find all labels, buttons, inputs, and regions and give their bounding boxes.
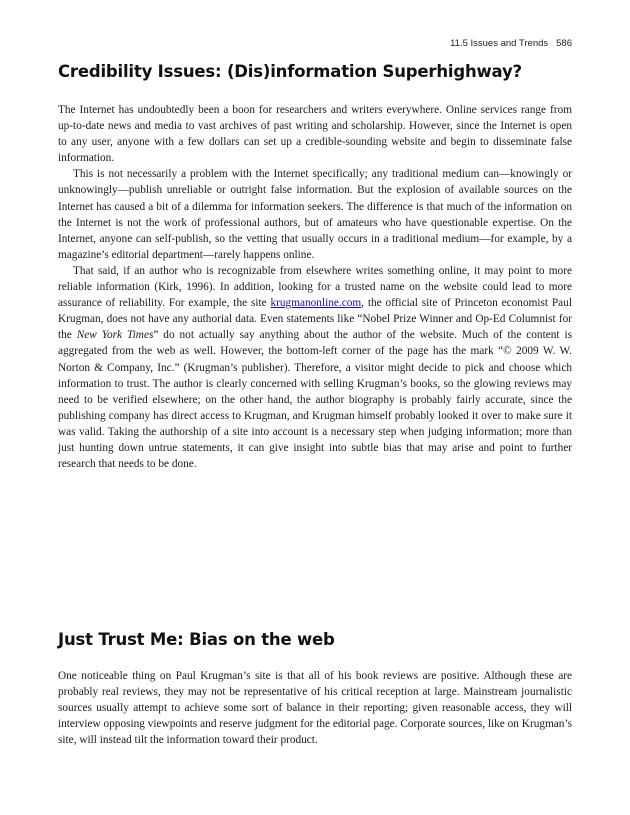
section-heading-credibility: Credibility Issues: (Dis)information Superhighway? [58,62,522,81]
running-header [450,38,572,49]
page-number: 586 [556,38,572,49]
section-body-bias [58,668,572,748]
paragraph-3-part-a: That said, if an author who is recognizable from elsewhere writes something online, it may point to more reliable information (Kirk, 1996). In addition, looking for a trusted name on the website could lead to more assurance of reliability. For example, the site [58,264,572,310]
header-section-title: 11.5 Issues and Trends [450,38,549,49]
section-heading-bias: Just Trust Me: Bias on the web [58,630,335,649]
paragraph-bias-1: One noticeable thing on Paul Krugman’s site is that all of his book reviews are positive. Although these are probably real reviews, they may not be representative of his critical reception at large. Mainstream journalistic sources usually attempt to achieve some sort of balance in their reporting; given reasonable access, they will interview opposing viewpoints and reserve judgment for the editorial page. Corporate sources, like on Krugman’s site, will instead tilt the information toward their product. [58,670,572,747]
paragraph-1: The Internet has undoubtedly been a boon for researchers and writers everywhere. Online services range from up-to-date news and media to vast archives of past writing and scholarship. However, since the Internet is open to any user, anyone with a few dollars can set up a credible-sounding website and begin to disseminate false information. [58,104,572,165]
section-body-credibility [58,102,572,472]
paragraph-3-part-b: , the official site of Princeton economist Paul Krugman, does not have any authorial data. Even statements like “Nobel Prize Winner and Op-Ed Columnist for the [58,297,572,342]
newspaper-title-italic: New York Times [76,329,154,342]
krugmanonline-link[interactable]: krugmanonline.com [270,297,362,310]
paragraph-3 [58,263,572,472]
paragraph-2: This is not necessarily a problem with the Internet specifically; any traditional medium can—knowingly or unknowingly—publish unreliable or outright false information. But the explosion of available sources on the Internet has caused a bit of a dilemma for information seekers. The difference is that much of the information on the Internet is not the work of professional authors, but of amateurs who have questionable expertise. On the Internet, anyone can self-publish, so the vetting that usually occurs in a traditional medium—for example, by a magazine’s editorial department—rarely happens online. [58,168,572,261]
paragraph-3-part-c: ” do not actually say anything about the author of the website. Much of the content is aggregated from the web as well. However, the bottom-left corner of the page has the mark “© 2009 W. W. Norton & Company, Inc.” (Krugman’s publisher). Therefore, a visitor might decide to pick and choose which information to trust. The author is clearly concerned with selling Krugman’s books, so the glowing reviews may need to be verified elsewhere; on the other hand, the author biography is probably fairly accurate, since the publishing company has direct access to Krugman, and Krugman himself probably looked it over to make sure it was valid. Taking the authorship of a site into account is a necessary step when judging information; more than just hunting down untrue statements, it can give insight into subtle bias that may arise and point to further research that needs to be done. [58,329,572,471]
